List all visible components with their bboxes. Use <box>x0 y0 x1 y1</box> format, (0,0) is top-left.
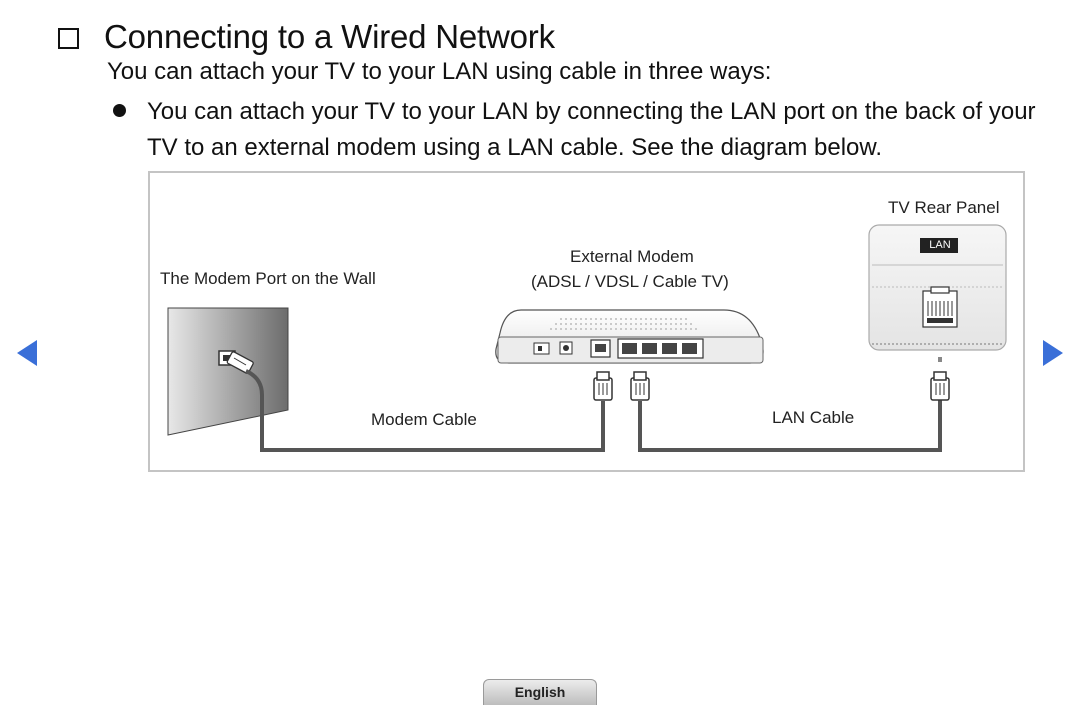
page-title: Connecting to a Wired Network <box>104 18 555 55</box>
modem-plug-left-icon <box>594 372 612 400</box>
intro-text: You can attach your TV to your LAN using cable in three ways: <box>107 58 772 85</box>
bullet-text: You can attach your TV to your LAN by connecting the LAN port on the back of your TV to an external modem using a LAN cable. See the diagram below. <box>147 98 1036 161</box>
checkbox-icon <box>58 28 79 49</box>
modem-types-label: (ADSL / VDSL / Cable TV) <box>531 272 729 291</box>
tv-rear-panel-label: TV Rear Panel <box>888 198 1000 217</box>
lan-port-label: LAN <box>929 239 951 251</box>
network-diagram <box>148 171 1025 472</box>
next-page-icon[interactable] <box>1043 340 1063 366</box>
modem-label: External Modem <box>570 247 694 266</box>
modem-plug-right-icon <box>631 372 649 400</box>
previous-page-icon[interactable] <box>17 340 37 366</box>
modem-cable-label: Modem Cable <box>371 410 477 429</box>
tv-plug-icon <box>931 372 949 400</box>
wall-port-label: The Modem Port on the Wall <box>160 269 376 288</box>
language-tab[interactable]: English <box>483 679 597 705</box>
wall-icon <box>168 308 288 435</box>
bullet-dot-icon <box>113 104 126 117</box>
lan-cable-label: LAN Cable <box>772 408 855 427</box>
title-row <box>58 14 555 60</box>
modem-icon <box>496 310 763 363</box>
